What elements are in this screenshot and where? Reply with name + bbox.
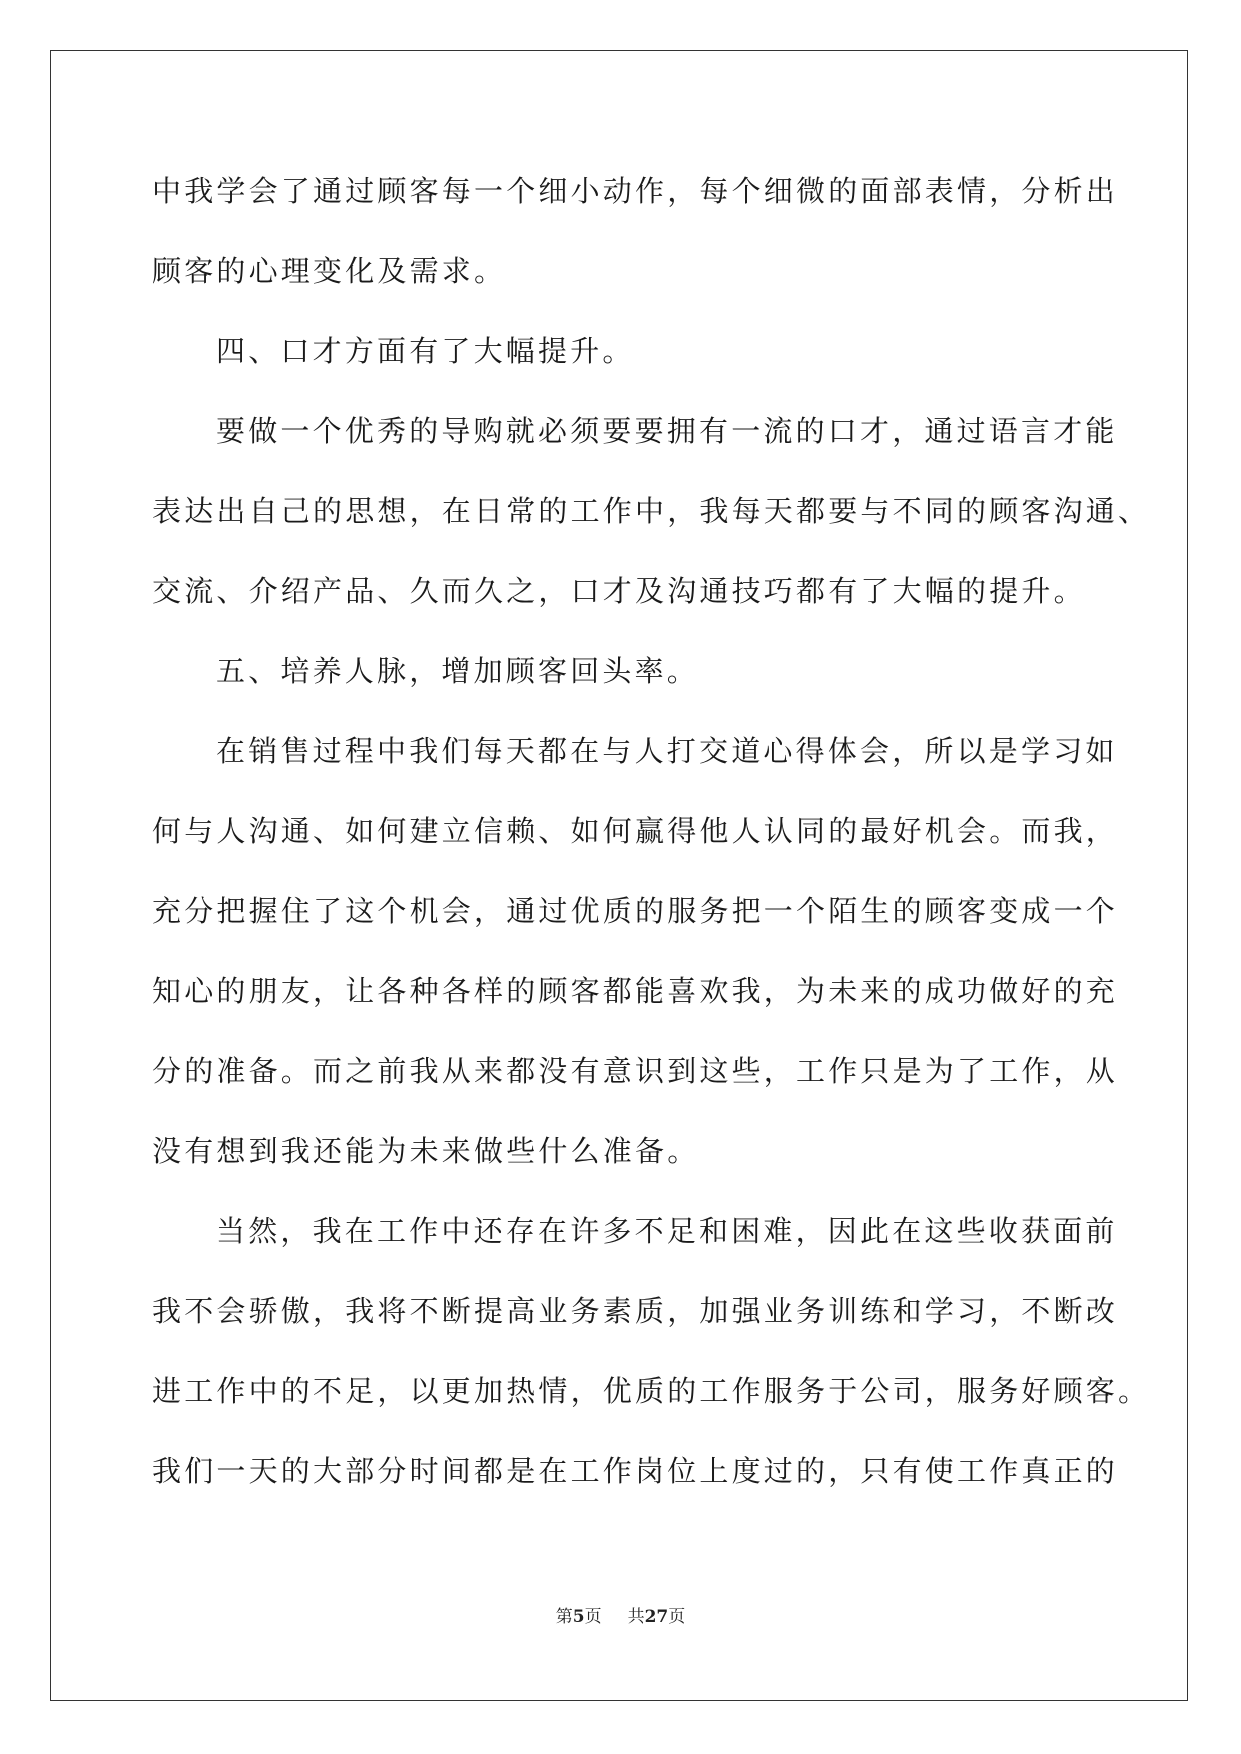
page-number: 5 — [572, 1607, 585, 1627]
text-line: 分的准备。而之前我从来都没有意识到这些，工作只是为了工作，从 — [152, 1054, 1119, 1088]
text-line: 中我学会了通过顾客每一个细小动作，每个细微的面部表情，分析出 — [152, 174, 1119, 208]
text-line: 表达出自己的思想，在日常的工作中，我每天都要与不同的顾客沟通、 — [152, 494, 1151, 528]
text-line: 知心的朋友，让各种各样的顾客都能喜欢我，为未来的成功做好的充 — [152, 974, 1119, 1008]
page-number-suffix: 页 — [584, 1607, 602, 1627]
text-line: 进工作中的不足，以更加热情，优质的工作服务于公司，服务好顾客。 — [152, 1374, 1151, 1408]
page-number-prefix: 第 — [555, 1607, 573, 1627]
text-line: 我不会骄傲，我将不断提高业务素质，加强业务训练和学习，不断改 — [152, 1294, 1119, 1328]
total-pages-suffix: 页 — [668, 1607, 686, 1627]
text-line: 何与人沟通、如何建立信赖、如何赢得他人认同的最好机会。而我， — [152, 814, 1119, 848]
text-line: 交流、介绍产品、久而久之，口才及沟通技巧都有了大幅的提升。 — [152, 574, 1086, 608]
total-pages-prefix: 共 — [627, 1607, 645, 1627]
text-line: 没有想到我还能为未来做些什么准备。 — [152, 1134, 700, 1168]
text-line: 在销售过程中我们每天都在与人打交道心得体会，所以是学习如 — [216, 734, 1118, 768]
document-body — [152, 163, 1151, 1523]
total-pages: 27 — [644, 1607, 669, 1627]
text-line: 当然，我在工作中还存在许多不足和困难，因此在这些收获面前 — [216, 1214, 1118, 1248]
text-line: 要做一个优秀的导购就必须要要拥有一流的口才，通过语言才能 — [216, 414, 1118, 448]
text-line: 充分把握住了这个机会，通过优质的服务把一个陌生的顾客变成一个 — [152, 894, 1119, 928]
text-line: 五、培养人脉，增加顾客回头率。 — [216, 654, 700, 688]
text-line: 我们一天的大部分时间都是在工作岗位上度过的，只有使工作真正的 — [152, 1454, 1119, 1488]
page-footer — [0, 1602, 1241, 1627]
text-line: 四、口才方面有了大幅提升。 — [216, 334, 635, 368]
text-line: 顾客的心理变化及需求。 — [152, 254, 507, 288]
